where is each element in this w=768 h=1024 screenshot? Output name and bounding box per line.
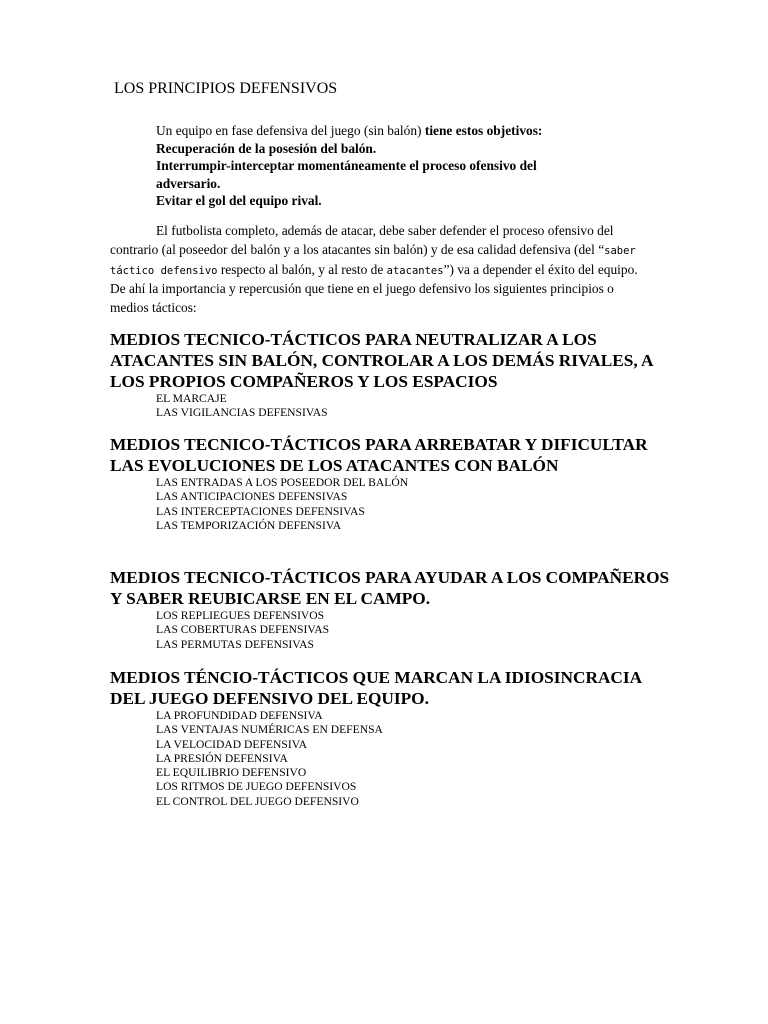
objectives-intro-line <box>156 122 626 140</box>
list-item: LOS RITMOS DE JUEGO DEFENSIVOS <box>156 780 357 794</box>
section-heading: MEDIOS TECNICO-TÁCTICOS PARA AYUDAR A LOS COMPAÑEROS Y SABER REUBICARSE EN EL CAMPO. <box>110 568 670 608</box>
section-heading: MEDIOS TECNICO-TÁCTICOS PARA NEUTRALIZAR A LOS ATACANTES SIN BALÓN, CONTROLAR A LOS DEMÁS RIVALES, A LOS PROPIOS COMPAÑEROS Y LOS ESPACIOS <box>110 330 653 391</box>
objective-item: Recuperación de la posesión del balón. <box>156 140 377 156</box>
list-item: LA VELOCIDAD DEFENSIVA <box>156 737 307 751</box>
paragraph-text: respecto al balón, y al resto de <box>217 261 387 277</box>
list-item: LAS COBERTURAS DEFENSIVAS <box>156 623 330 637</box>
list-item: EL EQUILIBRIO DEFENSIVO <box>156 766 307 780</box>
objective-item: adversario. <box>156 175 221 191</box>
list-item: LAS VIGILANCIAS DEFENSIVAS <box>156 406 328 420</box>
list-item: LA PROFUNDIDAD DEFENSIVA <box>156 709 323 722</box>
section-list <box>110 609 670 652</box>
list-item: EL MARCAJE <box>156 392 227 405</box>
section-ayudar <box>110 567 670 652</box>
paragraph-text: El futbolista completo, además de atacar, debe saber defender el proceso ofensivo del contrario (al poseedor del balón y a los atacantes sin balón) y de esa calidad defensiva (del “ <box>110 223 614 257</box>
paragraph-mono-text: saber táctico defensivo <box>110 244 636 277</box>
paragraph-mono-text: atacantes <box>386 264 444 277</box>
list-item: LOS REPLIEGUES DEFENSIVOS <box>156 609 325 622</box>
objective-item: Evitar el gol del equipo rival. <box>156 193 322 208</box>
section-arrebatar <box>110 434 670 533</box>
objectives-intro-bold: tiene estos objetivos: <box>424 123 543 138</box>
objectives-intro: Un equipo en fase defensiva del juego (sin balón) <box>156 123 425 138</box>
list-item: LAS ANTICIPACIONES DEFENSIVAS <box>156 490 348 504</box>
paragraph-text: ”) va a depender el éxito del equipo. De ahí la importancia y repercusión que tiene en el juego defensivo los siguientes principios o medios tácticos: <box>110 261 638 316</box>
section-idiosincracia <box>110 667 670 809</box>
section-neutralizar <box>110 329 670 421</box>
objective-item: Interrumpir-interceptar momentáneamente el proceso ofensivo del <box>156 158 537 173</box>
list-item: LAS INTERCEPTACIONES DEFENSIVAS <box>156 504 365 518</box>
list-item: LAS TEMPORIZACIÓN DEFENSIVA <box>156 518 342 532</box>
list-item: LA PRESIÓN DEFENSIVA <box>156 751 288 765</box>
page-title: LOS PRINCIPIOS DEFENSIVOS <box>114 80 338 97</box>
objectives-block <box>156 122 626 210</box>
list-item: LAS VENTAJAS NUMÉRICAS EN DEFENSA <box>156 723 383 737</box>
list-item: EL CONTROL DEL JUEGO DEFENSIVO <box>156 794 359 808</box>
section-list <box>110 476 670 533</box>
section-list <box>110 709 670 809</box>
section-list <box>110 392 670 421</box>
intro-paragraph <box>110 222 650 318</box>
section-heading: MEDIOS TÉNCIO-TÁCTICOS QUE MARCAN LA IDIOSINCRACIA DEL JUEGO DEFENSIVO DEL EQUIPO. <box>110 668 642 708</box>
list-item: LAS PERMUTAS DEFENSIVAS <box>156 637 314 651</box>
list-item: LAS ENTRADAS A LOS POSEEDOR DEL BALÓN <box>156 476 409 489</box>
section-heading: MEDIOS TECNICO-TÁCTICOS PARA ARREBATAR Y DIFICULTAR LAS EVOLUCIONES DE LOS ATACANTES CON BALÓN <box>110 435 648 475</box>
